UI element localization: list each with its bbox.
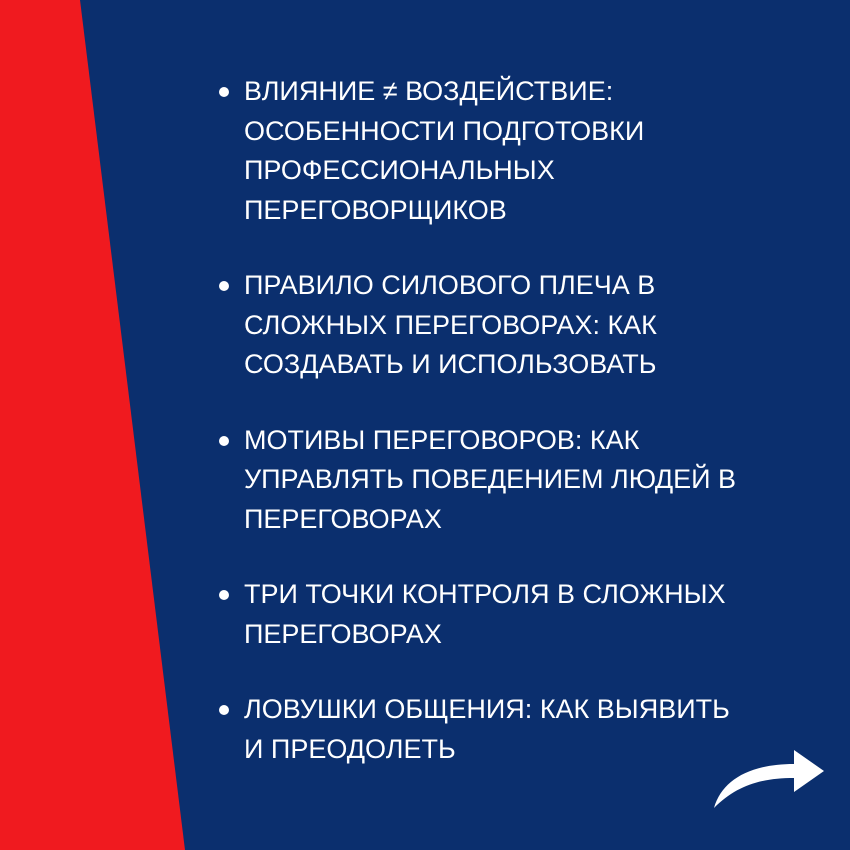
list-item-text: ТРИ ТОЧКИ КОНТРОЛЯ В СЛОЖНЫХ ПЕРЕГОВОРАХ (244, 579, 726, 649)
bullet-dot-icon (219, 436, 229, 446)
list-item-text: ВЛИЯНИЕ ≠ ВОЗДЕЙСТВИЕ: ОСОБЕННОСТИ ПОДГОТОВКИ ПРОФЕССИОНАЛЬНЫХ ПЕРЕГОВОРЩИКОВ (244, 76, 645, 225)
bullet-dot-icon (219, 281, 229, 291)
topic-list (214, 72, 824, 805)
bullet-dot-icon (219, 590, 229, 600)
list-item-text: МОТИВЫ ПЕРЕГОВОРОВ: КАК УПРАВЛЯТЬ ПОВЕДЕНИЕМ ЛЮДЕЙ В ПЕРЕГОВОРАХ (244, 424, 737, 534)
curved-arrow-right-icon[interactable] (708, 738, 828, 814)
list-item-text: ЛОВУШКИ ОБЩЕНИЯ: КАК ВЫЯВИТЬ И ПРЕОДОЛЕТЬ (244, 694, 730, 764)
list-item-text: ПРАВИЛО СИЛОВОГО ПЛЕЧА В СЛОЖНЫХ ПЕРЕГОВОРАХ: КАК СОЗДАВАТЬ И ИСПОЛЬЗОВАТЬ (244, 270, 657, 379)
list-item (214, 575, 824, 654)
bullet-dot-icon (219, 705, 229, 715)
list-item (214, 421, 824, 540)
bullet-dot-icon (219, 87, 229, 97)
list-item (214, 72, 824, 230)
list-item (214, 266, 824, 385)
